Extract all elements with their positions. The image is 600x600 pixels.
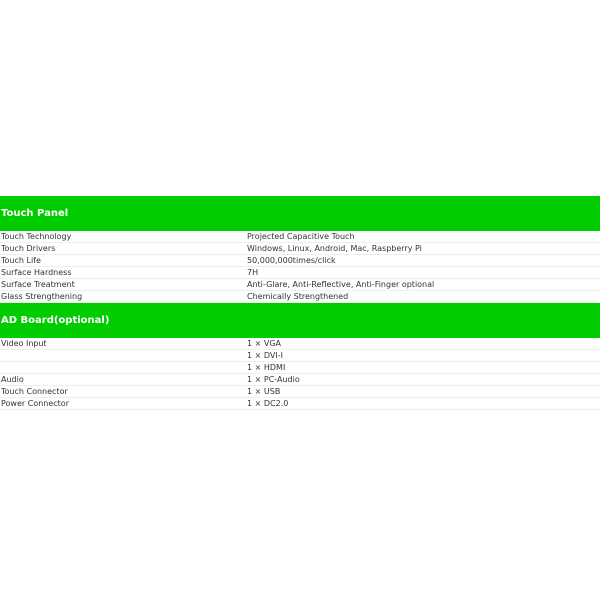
spec-label: Video Input: [0, 338, 246, 350]
table-row: [0, 291, 600, 303]
spec-value: Windows, Linux, Android, Mac, Raspberry Pi: [246, 243, 600, 255]
table-row: [0, 255, 600, 267]
spec-label: Touch Connector: [0, 385, 246, 397]
table-row: [0, 267, 600, 279]
table-row: [0, 279, 600, 291]
section-header-touch-panel: [0, 196, 600, 231]
spec-value: 1 × DC2.0: [246, 397, 600, 409]
table-row: [0, 243, 600, 255]
spec-label: Power Connector: [0, 397, 246, 409]
spec-label: Glass Strengthening: [0, 291, 246, 303]
spec-value: 1 × DVI-I: [246, 349, 600, 361]
table-row: [0, 385, 600, 397]
spec-label: Surface Hardness: [0, 267, 246, 279]
spec-value: 7H: [246, 267, 600, 279]
spec-value: 1 × VGA: [246, 338, 600, 350]
spec-value: 1 × PC-Audio: [246, 373, 600, 385]
section-header-ad-board: [0, 303, 600, 338]
table-row: [0, 338, 600, 350]
spec-label: Audio: [0, 373, 246, 385]
table-row: [0, 231, 600, 243]
spec-label: Touch Technology: [0, 231, 246, 243]
spec-label: Touch Life: [0, 255, 246, 267]
spec-value: 50,000,000times/click: [246, 255, 600, 267]
spec-table: [0, 196, 600, 410]
table-row: [0, 349, 600, 361]
section-title: AD Board(optional): [1, 314, 110, 326]
table-row: [0, 397, 600, 409]
spec-label: [0, 361, 246, 373]
spec-value: 1 × HDMI: [246, 361, 600, 373]
table-row: [0, 373, 600, 385]
spec-value: Anti-Glare, Anti-Reflective, Anti-Finger optional: [246, 279, 600, 291]
spec-label: Surface Treatment: [0, 279, 246, 291]
spec-label: Touch Drivers: [0, 243, 246, 255]
spec-value: Projected Capacitive Touch: [246, 231, 600, 243]
spec-label: [0, 349, 246, 361]
spec-value: 1 × USB: [246, 385, 600, 397]
table-row: [0, 361, 600, 373]
section-title: Touch Panel: [1, 208, 69, 219]
spec-value: Chemically Strengthened: [246, 291, 600, 303]
